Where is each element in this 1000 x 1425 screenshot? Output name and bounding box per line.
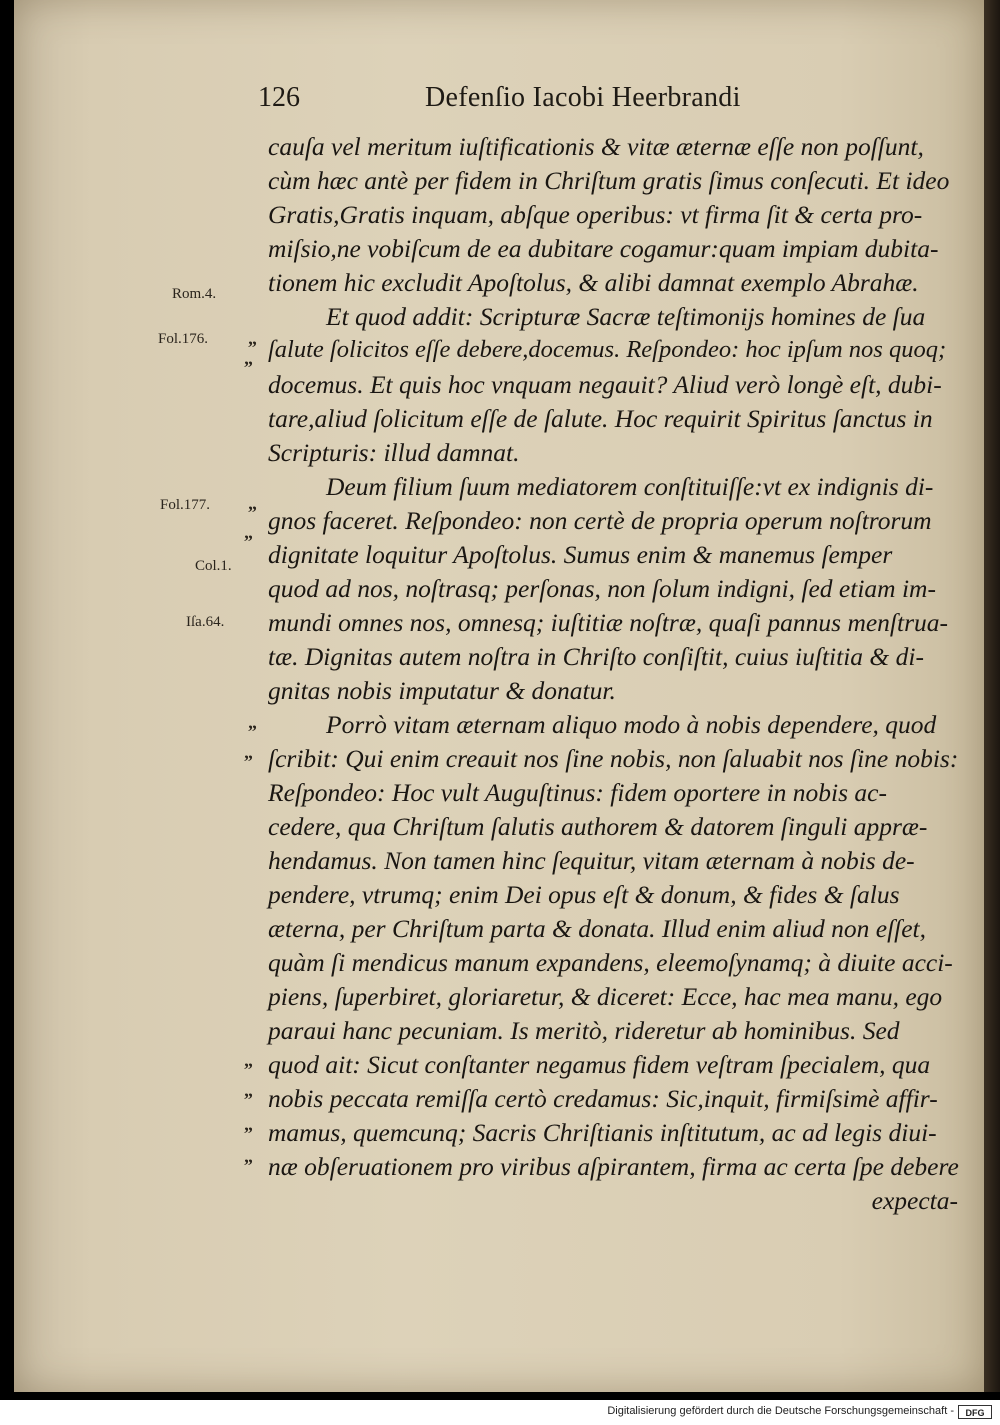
text-line: ſalute ſolicitos eſſe debere,docemus. Reſpondeo: hoc ipſum nos quoq; [268, 336, 947, 363]
quote-mark: „ [244, 742, 253, 762]
text-line: gnitas nobis imputatur & donatur. [268, 676, 616, 705]
text-line: nobis peccata remiſſa certò credamus: Sic,inquit, firmiſsimè affir- [268, 1084, 938, 1113]
dfg-logo: DFG [958, 1405, 992, 1419]
quote-mark: „ [244, 1146, 253, 1166]
margin-note-fol177: Fol.177. [160, 497, 211, 513]
quote-mark: „ [244, 1050, 253, 1070]
margin-note-fol176: Fol.176. [158, 331, 209, 347]
text-line: quod ad nos, noſtrasq; perſonas, non ſolum indigni, ſed etiam im- [268, 574, 936, 603]
running-head: Defenſio Iacobi Heerbrandi [425, 82, 741, 113]
text-line: Reſpondeo: Hoc vult Auguſtinus: fidem oportere in nobis ac- [268, 778, 887, 807]
text-line: tionem hic excludit Apoſtolus, & alibi damnat exemplo Abrahæ. [268, 268, 919, 297]
text-line: hendamus. Non tamen hinc ſequitur, vitam æternam à nobis de- [268, 846, 915, 875]
text-line: tæ. Dignitas autem noſtra in Chriſto conſiſtit, cuius iuſtitia & di- [268, 642, 924, 671]
quote-mark: „ [244, 1080, 253, 1100]
text-line: Gratis,Gratis inquam, abſque operibus: vt firma ſit & certa pro- [268, 200, 923, 229]
text-line: quod ait: Sicut conſtanter negamus fidem veſtram ſpecialem, qua [268, 1050, 931, 1079]
catchword: expecta- [871, 1186, 958, 1215]
text-line: mamus, quemcunq; Sacris Chriſtianis inſtitutum, ac ad legis diui- [268, 1118, 937, 1147]
text-line: pendere, vtrumq; enim Dei opus eſt & donum, & fides & ſalus [268, 880, 900, 909]
margin-note-rom: Rom.4. [172, 286, 217, 302]
margin-note-isa: Iſa.64. [186, 614, 225, 630]
text-line: Deum filium ſuum mediatorem conſtituiſſe:vt ex indignis di- [326, 472, 934, 501]
text-line: Et quod addit: Scripturæ Sacræ teſtimonijs homines de ſua [326, 302, 926, 331]
text-line: Porrò vitam æternam aliquo modo à nobis dependere, quod [326, 710, 937, 739]
digitization-footer [0, 1400, 1000, 1425]
text-line: cedere, qua Chriſtum ſalutis authorem & datorem ſinguli appræ- [268, 812, 928, 841]
text-line: tare,aliud ſolicitum eſſe de ſalute. Hoc requirit Spiritus ſanctus in [268, 404, 933, 433]
text-line: æterna, per Chriſtum parta & donata. Illud enim aliud non eſſet, [268, 914, 927, 943]
quote-mark: „ [248, 328, 257, 348]
margin-note-col: Col.1. [195, 558, 232, 574]
text-line: næ obſeruationem pro viribus aſpirantem, firma ac certa ſpe debere [268, 1152, 959, 1181]
text-line: cùm hæc antè per fidem in Chriſtum gratis ſimus conſecuti. Et ideo [268, 166, 950, 195]
text-line: piens, ſuperbiret, gloriaretur, & diceret: Ecce, hac mea manu, ego [268, 982, 943, 1011]
text-line: ſcribit: Qui enim creauit nos ſine nobis, non ſaluabit nos ſine nobis: [268, 744, 959, 773]
text-line: quàm ſi mendicus manum expandens, eleemoſynamq; à diuite acci- [268, 948, 953, 977]
text-line: miſsio,ne vobiſcum de ea dubitare cogamur:quam impiam dubita- [268, 234, 939, 263]
page-header [0, 82, 1000, 122]
text-line: dignitate loquitur Apoſtolus. Sumus enim & manemus ſemper [268, 540, 893, 569]
page-edge [984, 0, 1000, 1392]
quote-mark: „ [248, 712, 257, 732]
quote-mark: „ [244, 348, 253, 368]
page-number: 126 [258, 82, 300, 113]
text-line: docemus. Et quis hoc vnquam negauit? Aliud verò longè eſt, dubi- [268, 370, 942, 399]
text-line: Scripturis: illud damnat. [268, 438, 520, 467]
text-line: mundi omnes nos, omnesq; iuſtitiæ noſtræ, quaſi pannus menſtrua- [268, 608, 949, 637]
quote-mark: „ [244, 522, 253, 542]
quote-mark: „ [248, 493, 257, 513]
footer-credit: Digitalisierung gefördert durch die Deutsche Forschungsgemeinschaft - [607, 1405, 954, 1417]
text-line: cauſa vel meritum iuſtificationis & vitæ æternæ eſſe non poſſunt, [268, 132, 924, 161]
text-line: gnos faceret. Reſpondeo: non certè de propria operum noſtrorum [268, 506, 932, 535]
quote-mark: „ [244, 1114, 253, 1134]
text-line: paraui hanc pecuniam. Is meritò, rideretur ab hominibus. Sed [268, 1016, 900, 1045]
